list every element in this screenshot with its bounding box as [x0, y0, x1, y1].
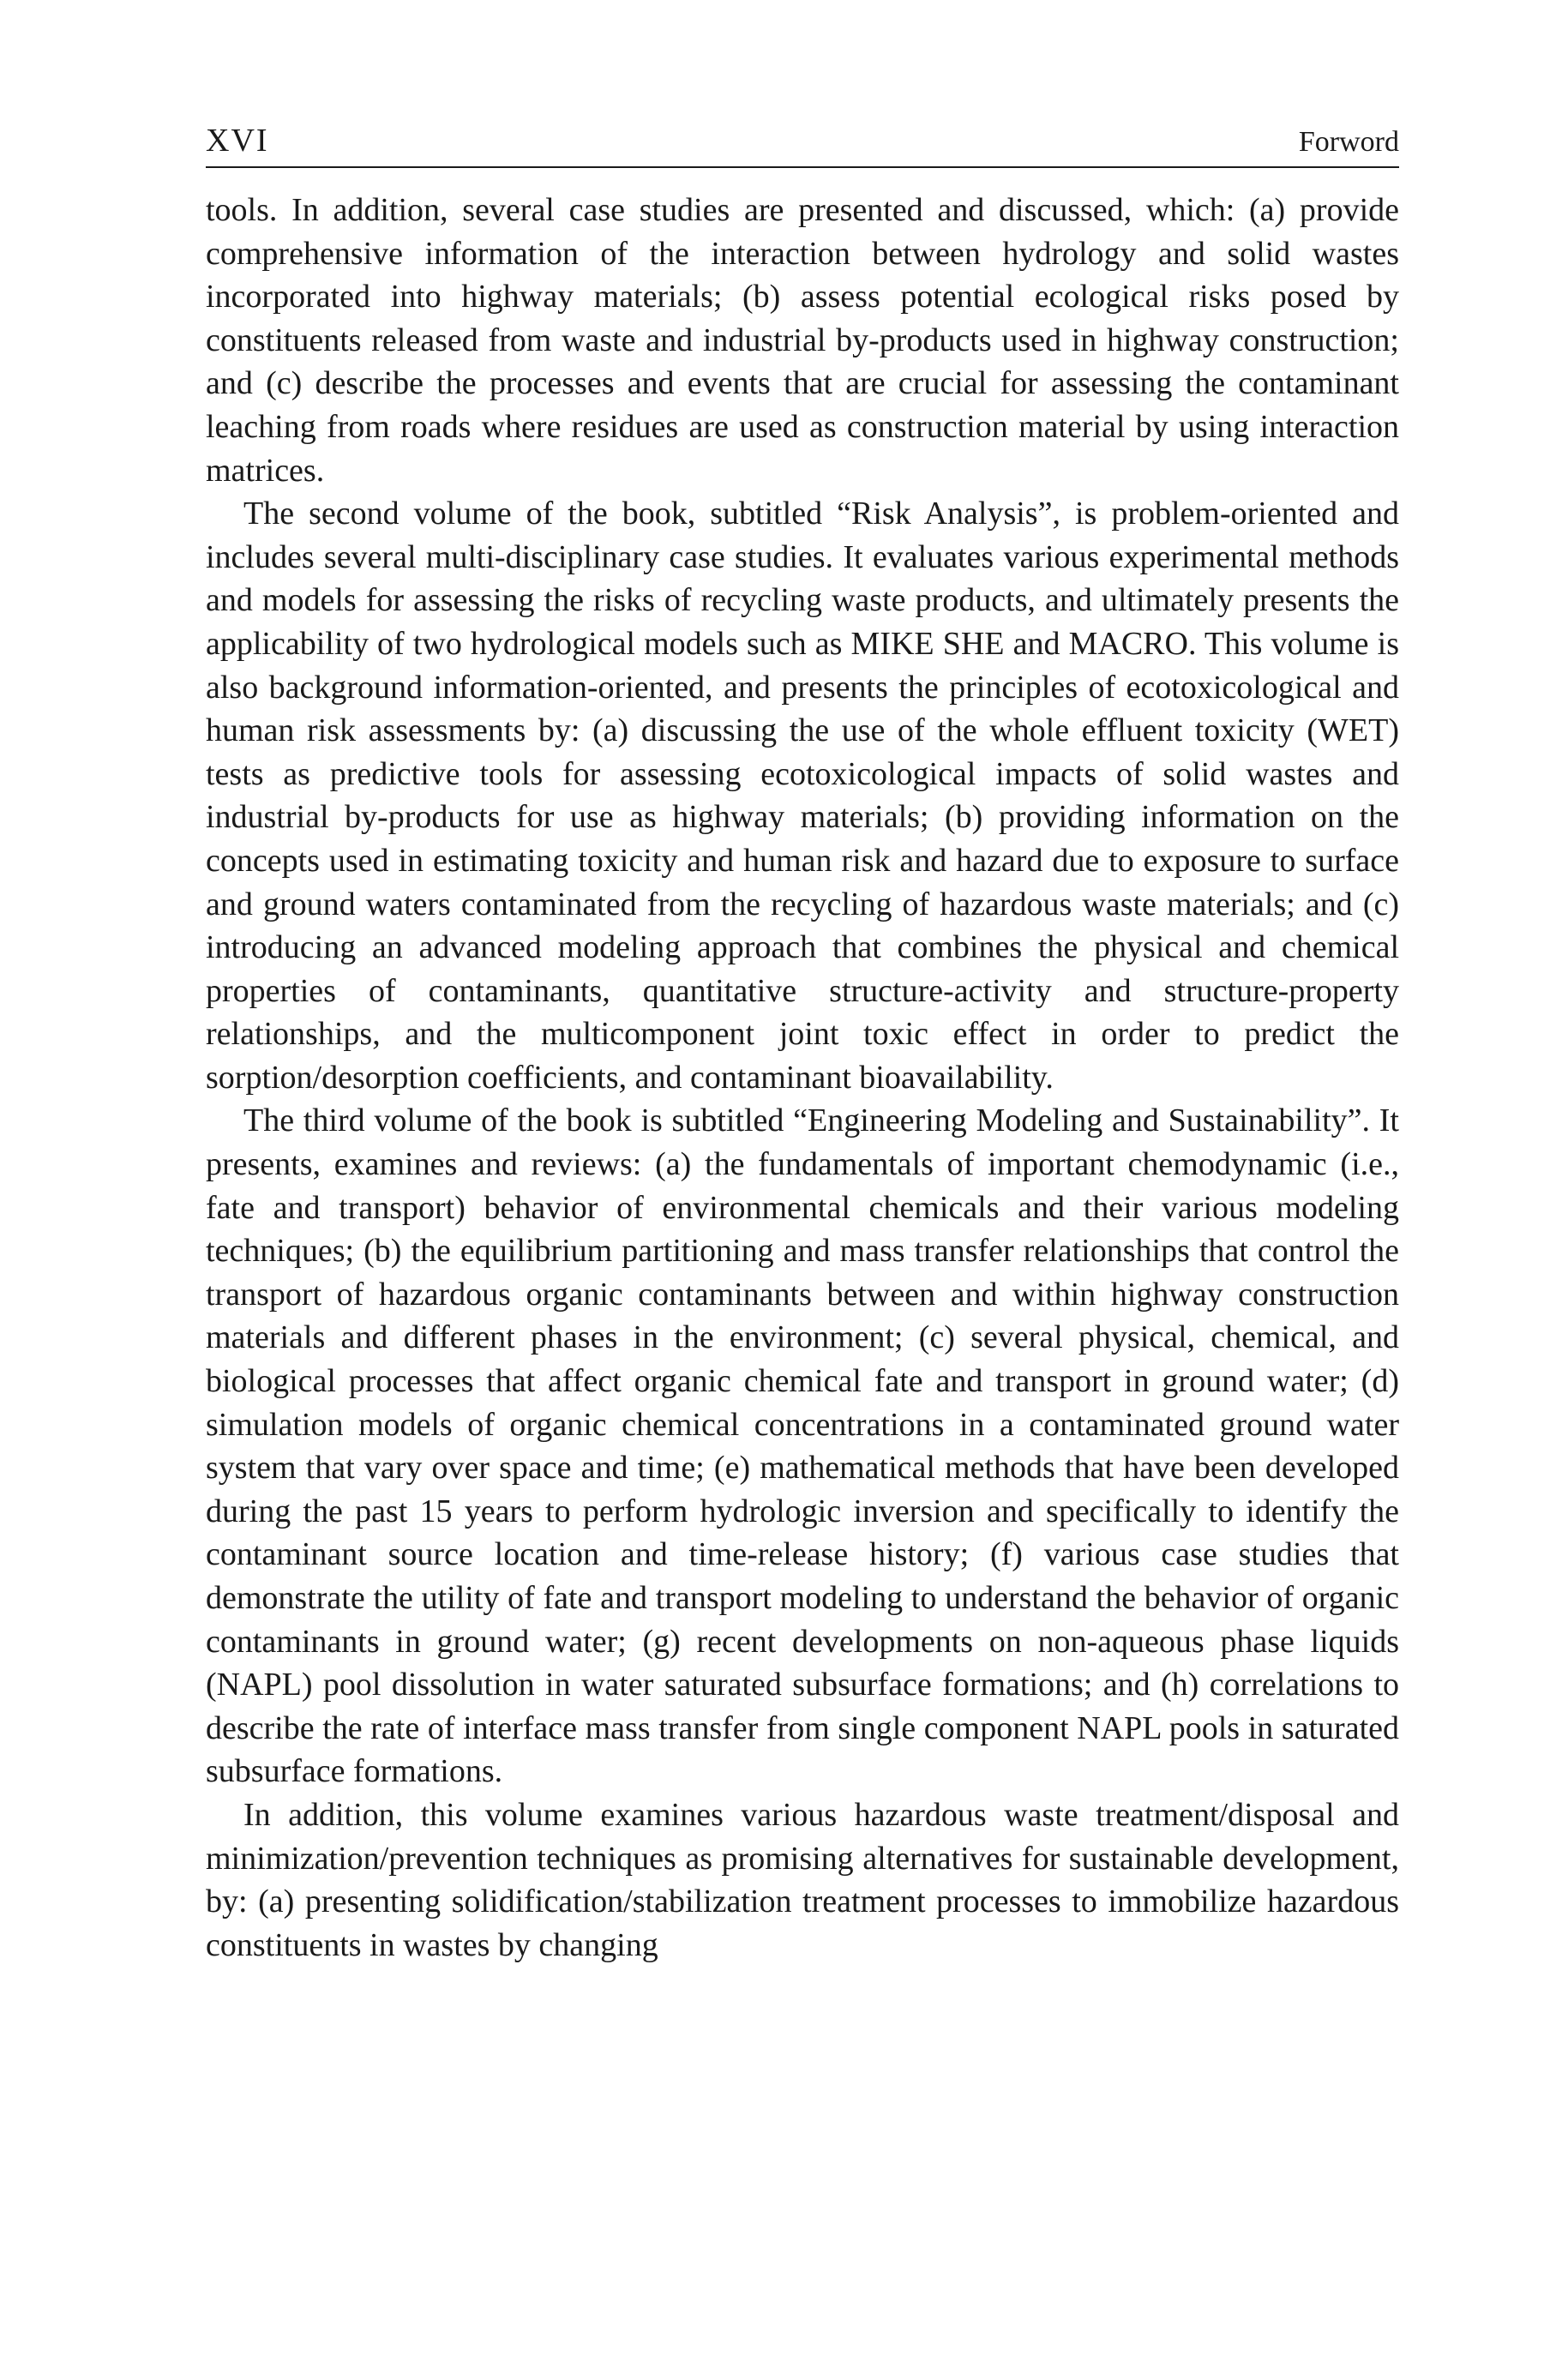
running-section-title: Forword	[1298, 126, 1399, 158]
paragraph-second-volume: The second volume of the book, subtitled “Risk Analysis”, is problem-oriented and includes several multi-disciplinary case studies. It evaluates various experimental methods and models for assessing the risks of recycling waste products, and ultimately presents the applicability of two hydrological models such as MIKE SHE and MACRO. This volume is also background information-oriented, and presents the principles of ecotoxicological and human risk assessments by: (a) discussing the use of the whole effluent toxicity (WET) tests as predictive tools for assessing ecotoxicological impacts of solid wastes and industrial by-products for use as highway materials; (b) providing information on the concepts used in estimating toxicity and human risk and hazard due to exposure to surface and ground waters contaminated from the recycling of hazardous waste materials; and (c) introducing an advanced modeling approach that combines the physical and chemical properties of contaminants, quantitative structure-activity and structure-property relationships, and the multicomponent joint toxic effect in order to predict the sorption/desorption coefficients, and contaminant bioavailability.	[206, 496, 1399, 1096]
running-head	[206, 120, 1399, 168]
page-number: XVI	[206, 123, 269, 159]
paragraph-tools-case-studies: tools. In addition, several case studies are presented and discussed, which: (a) provide comprehensive information of the interaction between hydrology and solid wastes incorporated into highway materials; (b) assess potential ecological risks posed by constituents released from waste and industrial by-products used in highway construction; and (c) describe the processes and events that are crucial for assessing the contaminant leaching from roads where residues are used as construction material by using interaction matrices.	[206, 192, 1399, 489]
paragraph-treatment-techniques: In addition, this volume examines various hazardous waste treatment/disposal and minimization/prevention techniques as promising alternatives for sustainable development, by: (a) presenting solidification/stabilization treatment processes to immobilize hazardous constituents in wastes by changing	[206, 1796, 1399, 1963]
body-text	[206, 189, 1399, 1967]
paragraph-third-volume: The third volume of the book is subtitled “Engineering Modeling and Sustainability”. It presents, examines and reviews: (a) the fundamentals of important chemodynamic (i.e., fate and transport) behavior of environmental chemicals and their various modeling techniques; (b) the equilibrium partitioning and mass transfer relationships that control the transport of hazardous organic contaminants between and within highway construction materials and different phases in the environment; (c) several physical, chemical, and biological processes that affect organic chemical fate and transport in ground water; (d) simulation models of organic chemical concentrations in a contaminated ground water system that vary over space and time; (e) mathematical methods that have been developed during the past 15 years to perform hydrologic inversion and specifically to identify the contaminant source location and time-release history; (f) various case studies that demonstrate the utility of fate and transport modeling to understand the behavior of organic contaminants in ground water; (g) recent developments on non-aqueous phase liquids (NAPL) pool dissolution in water saturated subsurface formations; and (h) correlations to describe the rate of interface mass transfer from single component NAPL pools in saturated subsurface formations.	[206, 1102, 1399, 1790]
book-page	[206, 120, 1399, 1967]
